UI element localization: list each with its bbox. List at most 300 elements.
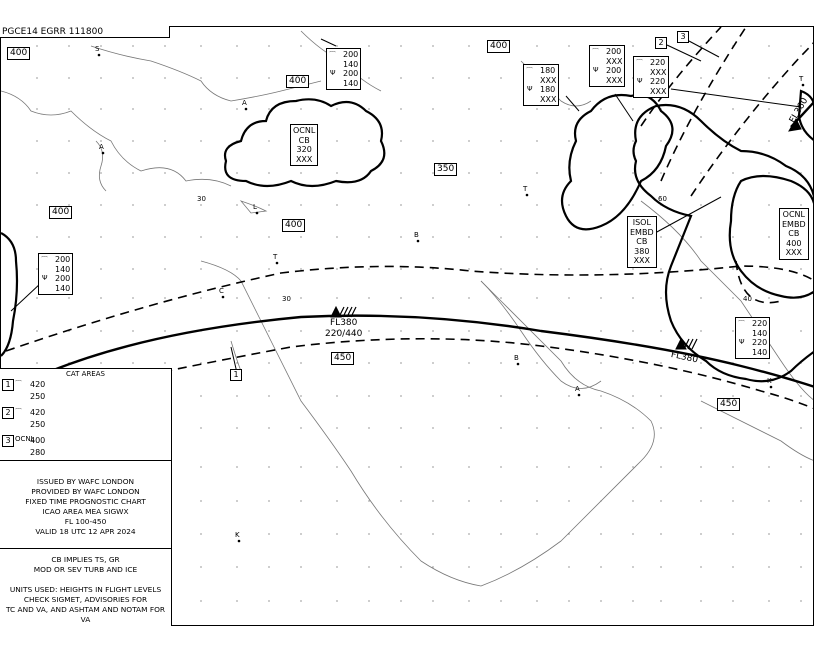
grid-dot: [632, 268, 633, 269]
grid-dot: [800, 330, 801, 331]
grid-dot: [336, 395, 337, 396]
grid-dot: [568, 204, 569, 205]
grid-dot: [400, 362, 401, 363]
cat-legend-number: 1: [2, 379, 14, 391]
grid-dot: [400, 140, 401, 141]
grid-dot: [600, 600, 601, 601]
grid-dot: [400, 45, 401, 46]
grid-dot: [500, 500, 501, 501]
turbulence-icon: ⌒: [592, 48, 599, 56]
grid-dot: [600, 362, 601, 363]
tropopause-height-box: 400: [282, 219, 305, 232]
icing-icon: Ψ: [330, 69, 336, 77]
grid-dot: [536, 45, 537, 46]
turb-ice-value: 140: [752, 328, 768, 338]
grid-dot: [164, 45, 165, 46]
freezing-label: 40: [743, 295, 752, 303]
chart-id-label: PGCE14 EGRR 111800: [0, 26, 170, 38]
grid-dot: [468, 108, 469, 109]
grid-dot: [768, 204, 769, 205]
grid-dot: [100, 140, 101, 141]
grid-dot: [500, 330, 501, 331]
volcano-letter: K: [235, 531, 240, 539]
turb-ice-value: 140: [55, 264, 71, 274]
grid-dot: [400, 427, 401, 428]
grid-dot: [300, 204, 301, 205]
grid-dot: [700, 533, 701, 534]
grid-dot: [732, 236, 733, 237]
cb-label-line: 400: [786, 238, 802, 248]
units-legend-line: CB IMPLIES TS, GR: [51, 555, 120, 564]
grid-dot: [336, 533, 337, 534]
grid-dot: [300, 330, 301, 331]
turbulence-icon: OCNL: [15, 435, 35, 443]
grid-dot: [236, 204, 237, 205]
grid-dot: [336, 427, 337, 428]
grid-dot: [36, 297, 37, 298]
grid-dot: [368, 500, 369, 501]
grid-dot: [568, 140, 569, 141]
grid-dot: [800, 500, 801, 501]
grid-dot: [236, 297, 237, 298]
volcano-letter: A: [242, 99, 247, 107]
freezing-label: 30: [197, 195, 206, 203]
grid-dot: [164, 140, 165, 141]
grid-dot: [432, 466, 433, 467]
grid-dot: [768, 45, 769, 46]
grid-dot: [368, 427, 369, 428]
volcano-letter: T: [273, 253, 278, 261]
grid-dot: [536, 533, 537, 534]
grid-dot: [236, 466, 237, 467]
issue-legend-line: VALID 18 UTC 12 APR 2024: [35, 527, 136, 536]
grid-dot: [132, 77, 133, 78]
grid-dot: [300, 427, 301, 428]
grid-dot: [132, 236, 133, 237]
turbulence-icing-box: [326, 48, 361, 90]
grid-dot: [368, 566, 369, 567]
turbulence-icing-box: [38, 253, 73, 295]
cb-label-line: 320: [296, 145, 312, 154]
grid-dot: [200, 140, 201, 141]
turb-ice-value: XXX: [540, 75, 557, 85]
grid-dot: [800, 395, 801, 396]
grid-dot: [700, 466, 701, 467]
volcano-letter: C: [219, 287, 224, 295]
grid-dot: [600, 466, 601, 467]
icing-icon: Ψ: [42, 274, 48, 282]
grid-dot: [400, 466, 401, 467]
grid-dot: [132, 108, 133, 109]
grid-dot: [800, 140, 801, 141]
grid-dot: [768, 466, 769, 467]
grid-dot: [164, 330, 165, 331]
grid-dot: [500, 140, 501, 141]
issue-legend-line: PROVIDED BY WAFC LONDON: [31, 487, 140, 496]
grid-dot: [536, 236, 537, 237]
grid-dot: [268, 427, 269, 428]
grid-dot: [300, 172, 301, 173]
grid-dot: [700, 297, 701, 298]
grid-dot: [632, 533, 633, 534]
grid-dot: [368, 466, 369, 467]
grid-dot: [600, 204, 601, 205]
grid-dot: [200, 108, 201, 109]
grid-dot: [164, 297, 165, 298]
grid-dot: [336, 268, 337, 269]
grid-dot: [700, 140, 701, 141]
grid-dot: [400, 172, 401, 173]
volcano-letter: A: [575, 385, 580, 393]
grid-dot: [660, 395, 661, 396]
grid-dot: [568, 77, 569, 78]
grid-dot: [632, 45, 633, 46]
grid-dot: [400, 297, 401, 298]
grid-dot: [132, 268, 133, 269]
grid-dot: [268, 362, 269, 363]
grid-dot: [368, 330, 369, 331]
issue-legend-line: ISSUED BY WAFC LONDON: [36, 477, 135, 486]
grid-dot: [536, 466, 537, 467]
grid-dot: [268, 140, 269, 141]
grid-dot: [800, 600, 801, 601]
grid-dot: [500, 466, 501, 467]
grid-dot: [68, 108, 69, 109]
grid-dot: [200, 45, 201, 46]
grid-dot: [568, 566, 569, 567]
grid-dot: [236, 566, 237, 567]
grid-dot: [368, 204, 369, 205]
turbulence-icon: ⌒: [526, 67, 533, 75]
grid-dot: [336, 600, 337, 601]
grid-dot: [432, 427, 433, 428]
jet-flight-level: FL380: [330, 318, 358, 328]
volcano-dot: [256, 212, 259, 215]
grid-dot: [700, 395, 701, 396]
grid-dot: [432, 204, 433, 205]
grid-dot: [732, 427, 733, 428]
grid-dot: [732, 297, 733, 298]
grid-dot: [660, 362, 661, 363]
jet-stream-label: [325, 318, 363, 340]
grid-dot: [100, 268, 101, 269]
icing-icon: Ψ: [593, 66, 599, 74]
grid-dot: [600, 566, 601, 567]
volcano-dot: [770, 386, 773, 389]
units-legend: [0, 548, 172, 626]
grid-dot: [468, 172, 469, 173]
turbulence-icon: ⌒: [15, 408, 22, 416]
grid-dot: [536, 297, 537, 298]
grid-dot: [700, 45, 701, 46]
grid-dot: [732, 77, 733, 78]
grid-dot: [336, 566, 337, 567]
grid-dot: [536, 395, 537, 396]
grid-dot: [700, 427, 701, 428]
grid-dot: [568, 268, 569, 269]
grid-dot: [536, 362, 537, 363]
grid-dot: [632, 140, 633, 141]
grid-dot: [300, 362, 301, 363]
grid-dot: [632, 600, 633, 601]
turb-ice-value: 220: [650, 58, 666, 67]
grid-dot: [500, 108, 501, 109]
grid-dot: [768, 108, 769, 109]
grid-dot: [336, 500, 337, 501]
grid-dot: [468, 330, 469, 331]
units-legend-line: UNITS USED: HEIGHTS IN FLIGHT LEVELS: [9, 585, 162, 594]
grid-dot: [468, 600, 469, 601]
grid-dot: [200, 236, 201, 237]
grid-dot: [468, 395, 469, 396]
grid-dot: [368, 268, 369, 269]
units-legend-line: MOD OR SEV TURB AND ICE: [33, 565, 138, 574]
grid-dot: [432, 500, 433, 501]
grid-dot: [432, 297, 433, 298]
cat-legend-number: 3: [2, 435, 14, 447]
volcano-letter: T: [799, 75, 804, 83]
grid-dot: [268, 600, 269, 601]
grid-dot: [36, 108, 37, 109]
grid-dot: [468, 362, 469, 363]
grid-dot: [400, 204, 401, 205]
grid-dot: [200, 466, 201, 467]
grid-dot: [100, 45, 101, 46]
grid-dot: [500, 172, 501, 173]
grid-dot: [468, 427, 469, 428]
grid-dot: [268, 172, 269, 173]
tropopause-height-box: 400: [286, 75, 309, 88]
grid-dot: [568, 500, 569, 501]
grid-dot: [732, 500, 733, 501]
grid-dot: [600, 108, 601, 109]
turbulence-icon: ⌒: [15, 380, 22, 388]
grid-dot: [432, 533, 433, 534]
grid-dot: [68, 45, 69, 46]
grid-dot: [768, 77, 769, 78]
grid-dot: [236, 362, 237, 363]
grid-dot: [300, 500, 301, 501]
grid-dot: [300, 268, 301, 269]
grid-dot: [200, 268, 201, 269]
grid-dot: [732, 140, 733, 141]
grid-dot: [236, 236, 237, 237]
turbulence-icon: ⌒: [636, 59, 643, 67]
grid-dot: [68, 236, 69, 237]
grid-dot: [500, 600, 501, 601]
volcano-dot: [238, 540, 241, 543]
grid-dot: [336, 108, 337, 109]
grid-dot: [368, 395, 369, 396]
grid-dot: [700, 172, 701, 173]
freezing-label: 30: [282, 295, 291, 303]
grid-dot: [660, 172, 661, 173]
grid-dot: [400, 268, 401, 269]
grid-dot: [300, 297, 301, 298]
grid-dot: [132, 140, 133, 141]
grid-dot: [732, 268, 733, 269]
grid-dot: [768, 172, 769, 173]
grid-dot: [100, 77, 101, 78]
grid-dot: [536, 500, 537, 501]
grid-dot: [400, 330, 401, 331]
grid-dot: [336, 204, 337, 205]
cb-area-label: [779, 208, 809, 260]
grid-dot: [368, 108, 369, 109]
volcano-letter: L: [253, 203, 257, 211]
grid-dot: [660, 330, 661, 331]
grid-dot: [732, 533, 733, 534]
grid-dot: [36, 236, 37, 237]
grid-dot: [800, 533, 801, 534]
turb-ice-value: 200: [606, 66, 622, 75]
jet-flight-level: FL380: [669, 350, 699, 366]
icing-icon: Ψ: [637, 77, 643, 85]
grid-dot: [632, 466, 633, 467]
grid-dot: [432, 236, 433, 237]
grid-dot: [268, 466, 269, 467]
cat-legend-number: 2: [2, 407, 14, 419]
grid-dot: [700, 108, 701, 109]
cat-area-marker: 1: [230, 369, 242, 381]
grid-dot: [236, 77, 237, 78]
grid-dot: [132, 204, 133, 205]
grid-dot: [300, 566, 301, 567]
volcano-letter: S: [95, 45, 100, 53]
grid-dot: [500, 533, 501, 534]
grid-dot: [68, 140, 69, 141]
grid-dot: [768, 140, 769, 141]
grid-dot: [700, 566, 701, 567]
grid-dot: [500, 297, 501, 298]
grid-dot: [300, 395, 301, 396]
grid-dot: [600, 236, 601, 237]
grid-dot: [632, 362, 633, 363]
grid-dot: [536, 600, 537, 601]
grid-dot: [132, 172, 133, 173]
grid-dot: [536, 427, 537, 428]
grid-dot: [568, 297, 569, 298]
grid-dot: [768, 600, 769, 601]
turb-ice-value: XXX: [650, 67, 667, 77]
grid-dot: [468, 297, 469, 298]
grid-dot: [468, 566, 469, 567]
grid-dot: [200, 77, 201, 78]
grid-dot: [660, 297, 661, 298]
grid-dot: [660, 427, 661, 428]
grid-dot: [300, 600, 301, 601]
grid-dot: [368, 77, 369, 78]
grid-dot: [164, 362, 165, 363]
grid-dot: [568, 600, 569, 601]
grid-dot: [100, 236, 101, 237]
volcano-dot: [417, 240, 420, 243]
grid-dot: [368, 600, 369, 601]
grid-dot: [236, 330, 237, 331]
grid-dot: [700, 204, 701, 205]
issue-legend: [0, 460, 172, 548]
grid-dot: [632, 566, 633, 567]
cb-label-line: CB: [298, 135, 310, 145]
grid-dot: [432, 140, 433, 141]
cat-legend-title: CAT AREAS: [66, 370, 105, 378]
tropopause-height-box: 400: [7, 47, 30, 60]
cb-label-line: OCNL: [782, 210, 805, 219]
grid-dot: [800, 45, 801, 46]
cat-legend-values: 400 280: [30, 436, 46, 457]
grid-dot: [468, 45, 469, 46]
grid-dot: [268, 566, 269, 567]
tropopause-height-box: 400: [49, 206, 72, 219]
cb-label-line: CB: [788, 229, 800, 238]
grid-dot: [768, 533, 769, 534]
grid-dot: [536, 140, 537, 141]
grid-dot: [468, 204, 469, 205]
grid-dot: [268, 500, 269, 501]
grid-dot: [536, 566, 537, 567]
grid-dot: [68, 77, 69, 78]
grid-dot: [132, 297, 133, 298]
jet-flight-level: FL360: [788, 96, 811, 125]
cb-label-line: XXX: [633, 256, 651, 265]
grid-dot: [400, 566, 401, 567]
grid-dot: [300, 533, 301, 534]
grid-dot: [536, 204, 537, 205]
grid-dot: [568, 330, 569, 331]
volcano-dot: [526, 194, 529, 197]
grid-dot: [300, 108, 301, 109]
grid-dot: [368, 236, 369, 237]
grid-dot: [200, 533, 201, 534]
volcano-dot: [102, 152, 105, 155]
volcano-letter: A: [99, 143, 104, 151]
grid-dot: [336, 140, 337, 141]
grid-dot: [632, 427, 633, 428]
volcano-letter: B: [414, 231, 419, 239]
grid-dot: [36, 140, 37, 141]
grid-dot: [336, 172, 337, 173]
grid-dot: [268, 297, 269, 298]
units-legend-line: TC AND VA, AND ASHTAM AND NOTAM FOR VA: [5, 605, 166, 624]
cb-area-label: [627, 216, 657, 268]
grid-dot: [236, 600, 237, 601]
grid-dot: [468, 466, 469, 467]
grid-dot: [600, 172, 601, 173]
cb-label-line: CB: [636, 237, 648, 246]
volcano-markers: [95, 45, 804, 542]
grid-dot: [568, 236, 569, 237]
grid-dot: [36, 330, 37, 331]
turb-ice-value: 200: [606, 47, 622, 56]
grid-dot: [768, 427, 769, 428]
grid-dot: [400, 533, 401, 534]
grid-dot: [400, 77, 401, 78]
grid-dot: [632, 108, 633, 109]
grid-dot: [660, 268, 661, 269]
grid-dot: [768, 500, 769, 501]
grid-dot: [500, 362, 501, 363]
grid-dot: [368, 45, 369, 46]
turb-ice-value: 180: [540, 66, 556, 75]
cb-label-line: ISOL: [632, 218, 651, 227]
grid-dot: [800, 466, 801, 467]
grid-dot: [500, 566, 501, 567]
grid-dot: [768, 297, 769, 298]
grid-dot: [164, 204, 165, 205]
freezing-level-labels: [197, 195, 752, 303]
grid-dot: [600, 268, 601, 269]
issue-legend-line: FL 100-450: [64, 517, 107, 526]
